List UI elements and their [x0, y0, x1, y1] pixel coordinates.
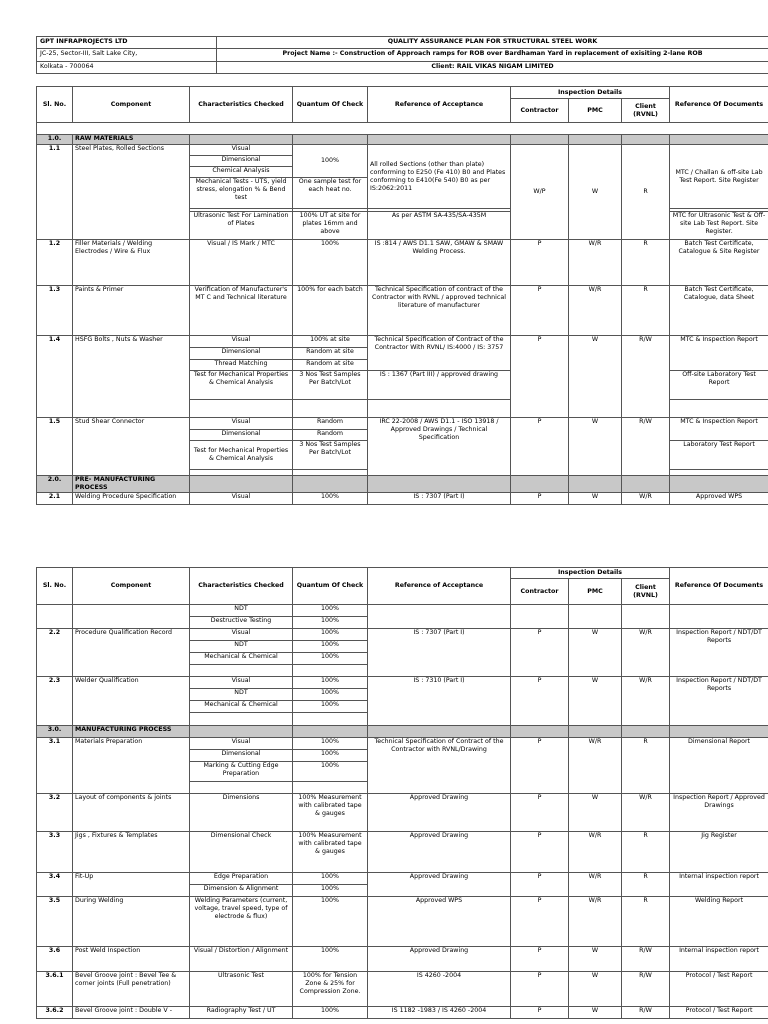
col-documents: Reference Of Documents — [670, 87, 768, 123]
col-client: Client (RVNL) — [622, 579, 670, 605]
project-name: Project Name :- Construction of Approach ramps for ROB over Bardhaman Yard in replacement of exisiting 2-lane ROB — [217, 49, 768, 62]
table-row: 3.6.1 Bevel Groove joint : Bevel Tee & corner joints (Full penetration) Ultrasonic Test 100% for Tension Zone & 25% for Compression Zone. IS 4260 -2004 P W R/W Protocol / Test Report — [37, 972, 768, 1007]
section-title: RAW MATERIALS — [73, 135, 190, 145]
col-inspection-details: Inspection Details — [511, 87, 670, 99]
section-sl: 3.0. — [37, 726, 73, 738]
table-row: 3.2 Layout of components & joints Dimensions 100% Measurement with calibrated tape & gauges Approved Drawing P W W/R Inspection Report / Approved Drawings — [37, 794, 768, 832]
col-component: Component — [73, 568, 190, 605]
company-address-line2: Kolkata - 700064 — [37, 62, 217, 74]
col-pmc: PMC — [569, 579, 622, 605]
col-characteristics: Characteristics Checked — [190, 87, 293, 123]
table-row: 3.6 Post Weld Inspection Visual / Distortion / Alignment 100% Approved Drawing P W R/W Internal inspection report — [37, 947, 768, 972]
qap-table-page-1: Sl. No. Component Characteristics Checked Quantum Of Check Reference of Acceptance Inspection Details Reference Of Documents Contractor PMC Client (RVNL) 1.0. RAW MATERIALS 1.1 Steel Plates, Rolled Sections Visual 100% All rolled Sections (other than plate) conforming to E250 (Fe 410) B0 and Plates conforming to E410(Fe 540) B0 as per IS:2062:2011 W/P W R MTC / Challan & off-site Lab Test Report. Site Register Dimensional Chemical Analysis Mechanical Tests - UTS, yield stress, elongation % & Bend test One sample test for each heat no. Ultrasonic Test For Lamination of Plates 100% UT at site for plates 16mm and above As per ASTM SA-435/SA-435M MTC for Ultrasonic Test & Off-site Lab Test Report. Site Register. 1.2 Filler Materials / Welding Electrodes / Wire & Flux Visual / IS Mark / MTC 100% IS :814 / AWS D1.1 SAW, GMAW & SMAW Welding Process. P W/R R Batch Test Certificate, Catalogue & Site Register 1.3 Paints & Primer Verification of Manufacturer's MT C and Technical literature 100% for each batch Technical Specification of contract of the Contractor with RVNL / approved technical literature of manufacturer P W/R R Batch Test Certificate, Catalogue, data Sheet 1.4 HSFG Bolts , Nuts & Washer Visual 100% at site Technical Specification of Contract of the Contractor With RVNL/ IS:4000 / IS: 3757 P W R/W MTC & Inspection Report Dimensional Random at site Thread Matching Random at site Test for Mechanical Properties & Chemical Analysis 3 Nos Test Samples Per Batch/Lot IS : 1367 (Part III) / approved drawing Off-site Laboratory Test Report 1.5 Stud Shear Connector Visual Random IRC 22-2008 / AWS D1.1 - ISO 13918 / Approved Drawings / Technical Specification P W R/W MTC & Inspection Report Dimensional Random Test for Mechanical Properties & Chemical Analysis 3 Nos Test Samples Per Batch/Lot Laboratory Test Report 2.0. PRE- MANUFACTURING PROCESS 2.1 Welding Procedure Specification Visual 100% IS : 7307 (Part I) P W W/R Approved WPS — [36, 86, 768, 505]
col-quantum: Quantum Of Check — [293, 568, 368, 605]
section-sl: 1.0. — [37, 135, 73, 145]
table-row: NDT 100% — [37, 605, 768, 617]
col-reference: Reference of Acceptance — [368, 568, 511, 605]
section-title: MANUFACTURING PROCESS — [73, 726, 190, 738]
col-reference: Reference of Acceptance — [368, 87, 511, 123]
col-sl-no: Sl. No. — [37, 568, 73, 605]
client-name: Client: RAIL VIKAS NIGAM LIMITED — [217, 62, 768, 74]
section-title: PRE- MANUFACTURING PROCESS — [73, 476, 190, 493]
col-contractor: Contractor — [511, 99, 569, 123]
table-row: 2.3 Welder Qualification Visual 100% IS : 7310 (Part I) P W W/R Inspection Report / NDT/DT Reports — [37, 677, 768, 689]
table-row: 3.1 Materials Preparation Visual 100% Technical Specification of Contract of the Contractor with RVNL/Drawing P W/R R Dimensional Report — [37, 738, 768, 750]
col-inspection-details: Inspection Details — [511, 568, 670, 579]
col-contractor: Contractor — [511, 579, 569, 605]
col-characteristics: Characteristics Checked — [190, 568, 293, 605]
col-quantum: Quantum Of Check — [293, 87, 368, 123]
company-address-line1: JC-25, Sector-III, Salt Lake City, — [37, 49, 217, 62]
table-row: 2.1 Welding Procedure Specification Visual 100% IS : 7307 (Part I) P W W/R Approved WPS — [37, 493, 768, 505]
col-sl-no: Sl. No. — [37, 87, 73, 123]
table-row: 1.1 Steel Plates, Rolled Sections Visual 100% All rolled Sections (other than plate) conforming to E250 (Fe 410) B0 and Plates conforming to E410(Fe 540) B0 as per IS:2062:2011 W/P W R MTC / Challan & off-site Lab Test Report. Site Register — [37, 145, 768, 156]
col-client: Client (RVNL) — [622, 99, 670, 123]
table-row: 1.4 HSFG Bolts , Nuts & Washer Visual 100% at site Technical Specification of Contract of the Contractor With RVNL/ IS:4000 / IS: 3757 P W R/W MTC & Inspection Report — [37, 336, 768, 348]
table-row: 1.2 Filler Materials / Welding Electrodes / Wire & Flux Visual / IS Mark / MTC 100% IS :814 / AWS D1.1 SAW, GMAW & SMAW Welding Process. P W/R R Batch Test Certificate, Catalogue & Site Register — [37, 240, 768, 286]
table-row: 3.3 Jigs , Fixtures & Templates Dimensional Check 100% Measurement with calibrated tape & gauges Approved Drawing P W/R R Jig Register — [37, 832, 768, 873]
table-row: 1.3 Paints & Primer Verification of Manufacturer's MT C and Technical literature 100% for each batch Technical Specification of contract of the Contractor with RVNL / approved technical literature of manufacturer P W/R R Batch Test Certificate, Catalogue, data Sheet — [37, 286, 768, 336]
table-row: 2.2 Procedure Qualification Record Visual 100% IS : 7307 (Part I) P W W/R Inspection Report / NDT/DT Reports — [37, 629, 768, 641]
table-row: 3.6.2 Bevel Groove joint : Double V - Radiography Test / UT 100% IS 1182 -1983 / IS 4260 -2004 P W R/W Protocol / Test Report — [37, 1007, 768, 1019]
table-row: 3.5 During Welding Welding Parameters (current, voltage, travel speed, type of electrode & flux) 100% Approved WPS P W/R R Welding Report — [37, 897, 768, 947]
col-pmc: PMC — [569, 99, 622, 123]
table-row: 1.5 Stud Shear Connector Visual Random IRC 22-2008 / AWS D1.1 - ISO 13918 / Approved Drawings / Technical Specification P W R/W MTC & Inspection Report — [37, 418, 768, 430]
document-header — [36, 36, 768, 74]
qap-table-page-2: Sl. No. Component Characteristics Checked Quantum Of Check Reference of Acceptance Inspection Details Reference Of Documents Contractor PMC Client (RVNL) NDT 100% Destructive Testing 100% 2.2 Procedure Qualification Record Visual 100% IS : 7307 (Part I) P W W/R Inspection Report / NDT/DT Reports NDT 100% Mechanical & Chemical 100% 2.3 Welder Qualification Visual 100% IS : 7310 (Part I) P W W/R Inspection Report / NDT/DT Reports NDT 100% Mechanical & Chemical 100% 3.0. MANUFACTURING PROCESS 3.1 Materials Preparation Visual 100% Technical Specification of Contract of the Contractor with RVNL/Drawing P W/R R Dimensional Report Dimensional 100% Marking & Cutting Edge Preparation 100% 3.2 Layout of components & joints Dimensions 100% Measurement with calibrated tape & gauges Approved Drawing P W W/R Inspection Report / Approved Drawings 3.3 Jigs , Fixtures & Templates Dimensional Check 100% Measurement with calibrated tape & gauges Approved Drawing P W/R R Jig Register 3.4 Fit-Up Edge Preparation 100% Approved Drawing P W/R R Internal inspection report Dimension & Alignment 100% 3.5 During Welding Welding Parameters (current, voltage, travel speed, type of electrode & flux) 100% Approved WPS P W/R R Welding Report 3.6 Post Weld Inspection Visual / Distortion / Alignment 100% Approved Drawing P W R/W Internal inspection report 3.6.1 Bevel Groove joint : Bevel Tee & corner joints (Full penetration) Ultrasonic Test 100% for Tension Zone & 25% for Compression Zone. IS 4260 -2004 P W R/W Protocol / Test Report 3.6.2 Bevel Groove joint : Double V - Radiography Test / UT 100% IS 1182 -1983 / IS 4260 -2004 P W R/W Protocol / Test Report — [36, 567, 768, 1019]
company-name: GPT INFRAPROJECTS LTD — [37, 37, 217, 49]
col-component: Component — [73, 87, 190, 123]
table-row: 3.4 Fit-Up Edge Preparation 100% Approved Drawing P W/R R Internal inspection report — [37, 873, 768, 885]
section-sl: 2.0. — [37, 476, 73, 493]
plan-title: QUALITY ASSURANCE PLAN FOR STRUCTURAL STEEL WORK — [217, 37, 768, 49]
col-documents: Reference Of Documents — [670, 568, 768, 605]
